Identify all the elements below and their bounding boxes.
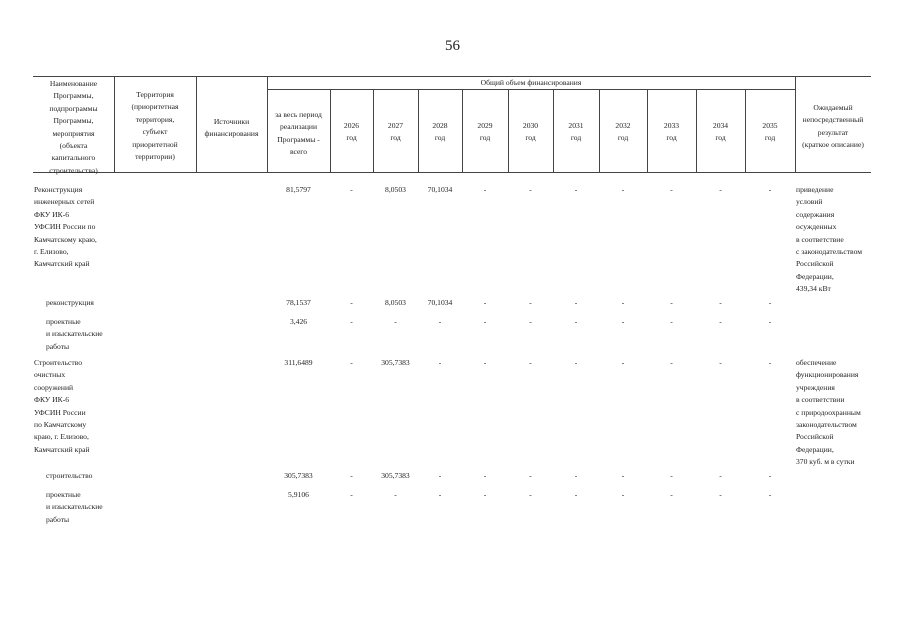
row-total: 78,1537 [286,298,311,307]
row-year-value: - [350,298,353,307]
row-result: приведение условий содержания осужденных в соответствие с законодательством Российской Федерации, 439,34 кВт [796,185,863,294]
header-financing-group: Общий объем финансирования [480,78,582,87]
row-year-value: - [350,490,353,499]
row-year-value: - [574,358,578,367]
row-year-value: - [350,471,353,480]
row-total: 3,426 [289,317,308,326]
row-year-value: - [574,298,578,307]
row-year-value: - [719,298,722,307]
row-year-value: 305,7383 [381,471,410,480]
row-year-value: - [768,185,772,194]
row-year-value: 70,1034 [427,298,453,307]
header-total: за весь период реализации Программы - всего [275,110,322,157]
header-year: 2031 год [568,121,584,143]
row-year-value: - [483,358,487,367]
row-total: 81,5797 [286,185,311,194]
row-year-value: - [438,358,442,367]
row-year-value: - [574,317,578,326]
row-year-value: - [350,185,353,194]
row-year-value: 305,7383 [381,358,410,367]
row-year-value: - [483,185,487,194]
row-year-value: - [350,358,353,367]
row-year-value: - [670,358,673,367]
row-year-value: - [574,471,578,480]
row-year-value: - [529,185,532,194]
row-year-value: 70,1034 [427,185,453,194]
row-year-value: - [768,317,772,326]
row-year-value: - [670,298,673,307]
row-year-value: - [529,471,532,480]
header-year: 2029 год [477,121,493,143]
row-year-value: - [621,358,625,367]
row-year-value: - [483,317,487,326]
row-year-value: - [768,471,772,480]
header-year: 2026 год [343,121,360,143]
row-year-value: - [438,490,442,499]
header-year: 2030 год [522,121,539,143]
row-year-value: - [529,298,532,307]
row-year-value: - [670,490,673,499]
header-sources: Источники финансирования [204,117,259,139]
row-year-value: - [483,471,487,480]
row-year-value: - [529,490,532,499]
row-year-value: 8,0503 [385,185,406,194]
row-year-value: - [483,490,487,499]
row-year-value: - [438,471,442,480]
row-year-value: - [574,185,578,194]
header-territory: Территория (приоритетная территория, субъект приоритетной территории) [131,90,179,162]
row-year-value: - [670,185,673,194]
row-name: Строительство очистных сооружений ФКУ ИК-6 УФСИН России по Камчатскому краю, г. Елизово, Камчатский край [34,358,90,454]
row-total: 5,9106 [288,490,309,499]
row-name: реконструкция [46,298,94,307]
row-year-value: - [621,185,625,194]
header-bottom-rule [33,172,871,173]
row-name: проектные и изыскательские работы [46,317,103,351]
header-year: 2033 год [663,121,680,143]
row-year-value: - [621,490,625,499]
row-year-value: - [670,317,673,326]
header-year: 2034 год [712,121,729,143]
row-year-value: - [621,317,625,326]
row-year-value: - [394,490,397,499]
row-year-value: - [621,471,625,480]
row-total: 311,6489 [284,358,313,367]
row-year-value: - [529,358,532,367]
row-year-value: - [574,490,578,499]
header-name: Наименование Программы, подпрограммы Программы, мероприятия (объекта капитального строительства) [49,79,98,175]
row-year-value: - [350,317,353,326]
row-total: 305,7383 [284,471,313,480]
row-year-value: - [438,317,442,326]
row-year-value: - [621,298,625,307]
page-number: 56 [445,38,460,54]
row-year-value: - [483,298,487,307]
header-year: 2032 год [615,121,631,143]
row-year-value: - [529,317,532,326]
row-year-value: - [719,490,722,499]
row-name: Реконструкция инженерных сетей ФКУ ИК-6 УФСИН России по Камчатскому краю, г. Елизово, Камчатский край [34,185,97,269]
row-year-value: - [719,185,722,194]
header-year: 2027 год [387,121,404,143]
row-name: проектные и изыскательские работы [46,490,103,524]
row-year-value: - [670,471,673,480]
header-year: 2028 год [432,121,448,143]
row-year-value: - [768,298,772,307]
row-year-value: - [394,317,397,326]
row-name: строительство [46,471,93,480]
row-result: обеспечение функционирования учреждения в соответствии с природоохранным законодательством Российской Федерации, 370 куб. м в сутки [796,358,861,467]
row-year-value: - [719,471,722,480]
row-year-value: - [768,490,772,499]
row-year-value: 8,0503 [385,298,406,307]
row-year-value: - [719,317,722,326]
header-year: 2035 год [762,121,778,143]
row-year-value: - [768,358,772,367]
header-result: Ожидаемый непосредственный результат (краткое описание) [802,103,864,150]
row-year-value: - [719,358,722,367]
